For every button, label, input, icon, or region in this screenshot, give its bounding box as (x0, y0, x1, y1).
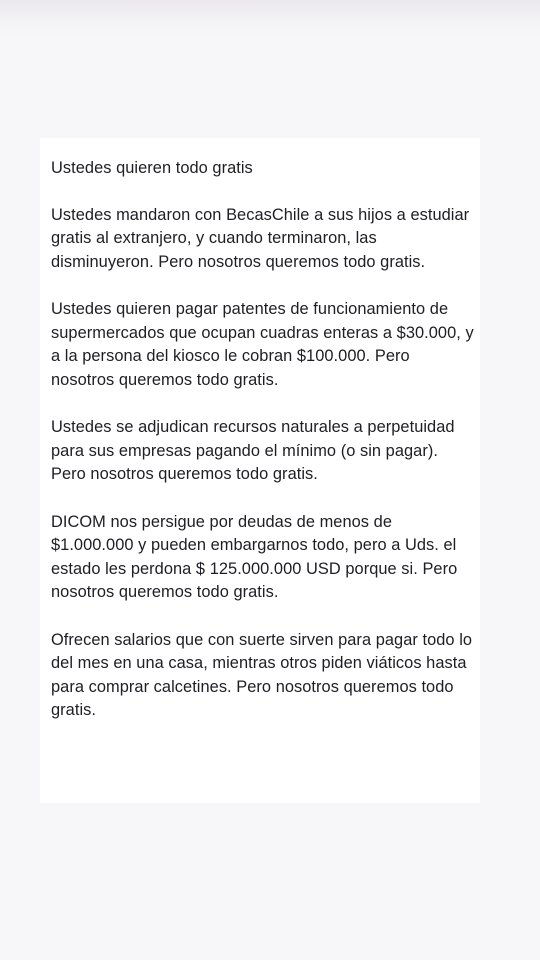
screenshot-top-edge (0, 0, 540, 40)
post-body (51, 157, 476, 747)
paragraph-recursos-naturales: Ustedes se adjudican recursos naturales a perpetuidad para sus empresas pagando el mínimo (o sin pagar). Pero nosotros queremos todo gratis. (51, 418, 455, 483)
paragraph-patentes: Ustedes quieren pagar patentes de funcionamiento de supermercados que ocupan cuadras enteras a $30.000, y a la persona del kiosco le cobran $100.000. Pero nosotros queremos todo gratis. (51, 300, 474, 389)
paragraph-becaschile: Ustedes mandaron con BecasChile a sus hijos a estudiar gratis al extranjero, y cuando terminaron, las disminuyeron. Pero nosotros queremos todo gratis. (51, 205, 470, 271)
paragraph-dicom: DICOM nos persigue por deudas de menos de $1.000.000 y pueden embargarnos todo, pero a Uds. el estado les perdona $ 125.000.000 USD porque si. Pero nosotros queremos todo gratis. (51, 512, 458, 601)
paragraph-salarios: Ofrecen salarios que con suerte sirven para pagar todo lo del mes en una casa, mientras otros piden viáticos hasta para comprar calcetines. Pero nosotros queremos todo gratis. (51, 630, 473, 719)
post-title: Ustedes quieren todo gratis (51, 159, 253, 177)
